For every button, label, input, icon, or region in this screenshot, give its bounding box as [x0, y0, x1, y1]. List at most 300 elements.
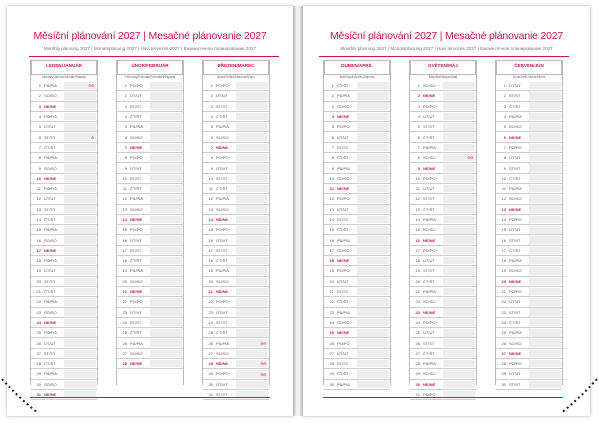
- day-row[interactable]: [31, 102, 97, 112]
- day-row[interactable]: [496, 194, 562, 204]
- note-cell[interactable]: [236, 247, 268, 255]
- day-row[interactable]: [324, 297, 390, 307]
- note-cell[interactable]: [236, 257, 268, 265]
- day-row[interactable]: [203, 132, 269, 142]
- note-cell[interactable]: [150, 216, 182, 224]
- day-row[interactable]: [410, 143, 476, 153]
- note-cell[interactable]: [64, 113, 96, 121]
- day-row[interactable]: [410, 122, 476, 132]
- day-row[interactable]: [117, 174, 183, 184]
- day-row[interactable]: [324, 359, 390, 369]
- day-row[interactable]: [203, 318, 269, 328]
- day-row[interactable]: [496, 102, 562, 112]
- note-cell[interactable]: [64, 247, 96, 255]
- day-row[interactable]: [203, 163, 269, 173]
- day-row[interactable]: [203, 390, 269, 400]
- day-row[interactable]: [203, 328, 269, 338]
- day-row[interactable]: [496, 246, 562, 256]
- note-cell[interactable]: [529, 164, 561, 172]
- note-cell[interactable]: [236, 308, 268, 316]
- day-row[interactable]: [117, 338, 183, 348]
- note-cell[interactable]: [64, 257, 96, 265]
- day-row[interactable]: [31, 194, 97, 204]
- note-cell[interactable]: [443, 133, 475, 141]
- note-cell[interactable]: [357, 175, 389, 183]
- note-cell[interactable]: [64, 144, 96, 152]
- note-cell[interactable]: [529, 216, 561, 224]
- day-row[interactable]: [324, 205, 390, 215]
- note-cell[interactable]: [236, 278, 268, 286]
- day-row[interactable]: [31, 308, 97, 318]
- note-cell[interactable]: [150, 350, 182, 358]
- note-cell[interactable]: [150, 278, 182, 286]
- note-cell[interactable]: [443, 278, 475, 286]
- day-row[interactable]: [203, 338, 269, 348]
- day-row[interactable]: [31, 246, 97, 256]
- note-cell[interactable]: [64, 185, 96, 193]
- note-cell[interactable]: [150, 329, 182, 337]
- day-row[interactable]: [203, 153, 269, 163]
- note-cell[interactable]: [150, 236, 182, 244]
- day-row[interactable]: [496, 235, 562, 245]
- note-cell[interactable]: [357, 319, 389, 327]
- day-row[interactable]: [410, 380, 476, 390]
- note-cell[interactable]: [64, 288, 96, 296]
- note-cell[interactable]: [64, 226, 96, 234]
- note-cell[interactable]: [64, 154, 96, 162]
- note-cell[interactable]: [443, 164, 475, 172]
- note-cell[interactable]: [357, 102, 389, 110]
- note-cell[interactable]: [236, 360, 268, 368]
- day-row[interactable]: [117, 91, 183, 101]
- day-row[interactable]: [324, 215, 390, 225]
- note-cell[interactable]: [357, 298, 389, 306]
- note-cell[interactable]: [236, 329, 268, 337]
- day-row[interactable]: [203, 194, 269, 204]
- note-cell[interactable]: [150, 164, 182, 172]
- day-row[interactable]: [117, 256, 183, 266]
- day-row[interactable]: [410, 266, 476, 276]
- day-row[interactable]: [203, 256, 269, 266]
- note-cell[interactable]: [443, 185, 475, 193]
- note-cell[interactable]: [529, 92, 561, 100]
- note-cell[interactable]: [236, 154, 268, 162]
- note-cell[interactable]: [357, 205, 389, 213]
- day-row[interactable]: [410, 184, 476, 194]
- day-row[interactable]: [324, 328, 390, 338]
- note-cell[interactable]: [357, 226, 389, 234]
- day-row[interactable]: [117, 277, 183, 287]
- note-cell[interactable]: [236, 175, 268, 183]
- day-row[interactable]: [203, 122, 269, 132]
- note-cell[interactable]: [150, 288, 182, 296]
- note-cell[interactable]: [529, 175, 561, 183]
- note-cell[interactable]: [357, 370, 389, 378]
- note-cell[interactable]: [64, 133, 96, 141]
- day-row[interactable]: [117, 112, 183, 122]
- note-cell[interactable]: [236, 92, 268, 100]
- note-cell[interactable]: [236, 319, 268, 327]
- note-cell[interactable]: [236, 370, 268, 378]
- note-cell[interactable]: [236, 236, 268, 244]
- note-cell[interactable]: [150, 298, 182, 306]
- day-row[interactable]: [117, 308, 183, 318]
- day-row[interactable]: [31, 359, 97, 369]
- day-row[interactable]: [31, 297, 97, 307]
- day-row[interactable]: [31, 390, 97, 400]
- note-cell[interactable]: [529, 154, 561, 162]
- note-cell[interactable]: [64, 102, 96, 110]
- note-cell[interactable]: [443, 216, 475, 224]
- day-row[interactable]: [496, 277, 562, 287]
- day-row[interactable]: [31, 132, 97, 142]
- note-cell[interactable]: [529, 329, 561, 337]
- note-cell[interactable]: [443, 350, 475, 358]
- note-cell[interactable]: [64, 339, 96, 347]
- day-row[interactable]: [117, 102, 183, 112]
- day-row[interactable]: [31, 277, 97, 287]
- day-row[interactable]: [324, 112, 390, 122]
- day-row[interactable]: [117, 143, 183, 153]
- note-cell[interactable]: [443, 257, 475, 265]
- day-row[interactable]: [203, 235, 269, 245]
- day-row[interactable]: [31, 81, 97, 91]
- day-row[interactable]: [31, 184, 97, 194]
- day-row[interactable]: [31, 369, 97, 379]
- day-row[interactable]: [31, 256, 97, 266]
- note-cell[interactable]: [236, 113, 268, 121]
- note-cell[interactable]: [443, 360, 475, 368]
- note-cell[interactable]: [443, 92, 475, 100]
- day-row[interactable]: [410, 256, 476, 266]
- day-row[interactable]: [203, 369, 269, 379]
- note-cell[interactable]: [64, 82, 96, 90]
- note-cell[interactable]: [236, 298, 268, 306]
- day-row[interactable]: [496, 143, 562, 153]
- note-cell[interactable]: [357, 185, 389, 193]
- note-cell[interactable]: [150, 154, 182, 162]
- day-row[interactable]: [31, 91, 97, 101]
- note-cell[interactable]: [357, 257, 389, 265]
- day-row[interactable]: [496, 308, 562, 318]
- note-cell[interactable]: [357, 288, 389, 296]
- note-cell[interactable]: [529, 144, 561, 152]
- day-row[interactable]: [31, 380, 97, 390]
- day-row[interactable]: [117, 225, 183, 235]
- day-row[interactable]: [410, 369, 476, 379]
- note-cell[interactable]: [150, 82, 182, 90]
- day-row[interactable]: [31, 143, 97, 153]
- day-row[interactable]: [31, 235, 97, 245]
- note-cell[interactable]: [529, 350, 561, 358]
- day-row[interactable]: [410, 297, 476, 307]
- note-cell[interactable]: [443, 175, 475, 183]
- day-row[interactable]: [117, 122, 183, 132]
- day-row[interactable]: [203, 380, 269, 390]
- day-row[interactable]: [31, 225, 97, 235]
- note-cell[interactable]: [357, 164, 389, 172]
- note-cell[interactable]: [150, 308, 182, 316]
- note-cell[interactable]: [236, 381, 268, 389]
- note-cell[interactable]: [529, 298, 561, 306]
- note-cell[interactable]: [150, 185, 182, 193]
- note-cell[interactable]: [357, 360, 389, 368]
- note-cell[interactable]: [443, 319, 475, 327]
- note-cell[interactable]: [443, 154, 475, 162]
- day-row[interactable]: [410, 81, 476, 91]
- note-cell[interactable]: [529, 133, 561, 141]
- note-cell[interactable]: [443, 339, 475, 347]
- note-cell[interactable]: [64, 216, 96, 224]
- note-cell[interactable]: [236, 288, 268, 296]
- note-cell[interactable]: [236, 350, 268, 358]
- note-cell[interactable]: [150, 102, 182, 110]
- day-row[interactable]: [324, 194, 390, 204]
- day-row[interactable]: [496, 184, 562, 194]
- day-row[interactable]: [203, 91, 269, 101]
- note-cell[interactable]: [150, 92, 182, 100]
- note-cell[interactable]: [443, 267, 475, 275]
- note-cell[interactable]: [64, 205, 96, 213]
- note-cell[interactable]: [443, 381, 475, 389]
- note-cell[interactable]: [357, 308, 389, 316]
- note-cell[interactable]: [529, 205, 561, 213]
- day-row[interactable]: [496, 256, 562, 266]
- day-row[interactable]: [410, 359, 476, 369]
- day-row[interactable]: [31, 205, 97, 215]
- day-row[interactable]: [410, 215, 476, 225]
- day-row[interactable]: [203, 225, 269, 235]
- day-row[interactable]: [31, 163, 97, 173]
- day-row[interactable]: [203, 102, 269, 112]
- day-row[interactable]: [410, 112, 476, 122]
- day-row[interactable]: [496, 132, 562, 142]
- note-cell[interactable]: [443, 144, 475, 152]
- day-row[interactable]: [496, 225, 562, 235]
- note-cell[interactable]: [150, 339, 182, 347]
- note-cell[interactable]: [236, 164, 268, 172]
- note-cell[interactable]: [443, 247, 475, 255]
- note-cell[interactable]: [64, 308, 96, 316]
- day-row[interactable]: [410, 91, 476, 101]
- day-row[interactable]: [324, 338, 390, 348]
- note-cell[interactable]: [529, 257, 561, 265]
- day-row[interactable]: [31, 215, 97, 225]
- day-row[interactable]: [410, 163, 476, 173]
- note-cell[interactable]: [64, 381, 96, 389]
- day-row[interactable]: [203, 297, 269, 307]
- note-cell[interactable]: [529, 185, 561, 193]
- note-cell[interactable]: [443, 205, 475, 213]
- note-cell[interactable]: [150, 144, 182, 152]
- day-row[interactable]: [31, 287, 97, 297]
- day-row[interactable]: [410, 235, 476, 245]
- note-cell[interactable]: [443, 329, 475, 337]
- note-cell[interactable]: [150, 205, 182, 213]
- note-cell[interactable]: [529, 247, 561, 255]
- note-cell[interactable]: [236, 226, 268, 234]
- note-cell[interactable]: [529, 370, 561, 378]
- note-cell[interactable]: [64, 92, 96, 100]
- day-row[interactable]: [203, 287, 269, 297]
- note-cell[interactable]: [443, 123, 475, 131]
- day-row[interactable]: [324, 102, 390, 112]
- day-row[interactable]: [324, 153, 390, 163]
- day-row[interactable]: [410, 308, 476, 318]
- day-row[interactable]: [496, 338, 562, 348]
- note-cell[interactable]: [64, 298, 96, 306]
- note-cell[interactable]: [443, 102, 475, 110]
- note-cell[interactable]: [236, 267, 268, 275]
- day-row[interactable]: [324, 235, 390, 245]
- day-row[interactable]: [203, 143, 269, 153]
- note-cell[interactable]: [64, 319, 96, 327]
- note-cell[interactable]: [443, 113, 475, 121]
- day-row[interactable]: [496, 318, 562, 328]
- day-row[interactable]: [31, 328, 97, 338]
- day-row[interactable]: [324, 349, 390, 359]
- day-row[interactable]: [410, 153, 476, 163]
- day-row[interactable]: [324, 81, 390, 91]
- note-cell[interactable]: [529, 288, 561, 296]
- day-row[interactable]: [117, 194, 183, 204]
- note-cell[interactable]: [357, 236, 389, 244]
- day-row[interactable]: [496, 174, 562, 184]
- note-cell[interactable]: [150, 319, 182, 327]
- day-row[interactable]: [496, 153, 562, 163]
- note-cell[interactable]: [236, 205, 268, 213]
- note-cell[interactable]: [64, 267, 96, 275]
- day-row[interactable]: [117, 287, 183, 297]
- note-cell[interactable]: [236, 339, 268, 347]
- note-cell[interactable]: [357, 329, 389, 337]
- note-cell[interactable]: [357, 247, 389, 255]
- note-cell[interactable]: [150, 257, 182, 265]
- note-cell[interactable]: [357, 92, 389, 100]
- day-row[interactable]: [31, 122, 97, 132]
- day-row[interactable]: [496, 287, 562, 297]
- day-row[interactable]: [496, 349, 562, 359]
- note-cell[interactable]: [529, 381, 561, 389]
- note-cell[interactable]: [150, 226, 182, 234]
- note-cell[interactable]: [64, 164, 96, 172]
- note-cell[interactable]: [236, 195, 268, 203]
- note-cell[interactable]: [357, 381, 389, 389]
- note-cell[interactable]: [236, 216, 268, 224]
- note-cell[interactable]: [443, 226, 475, 234]
- day-row[interactable]: [324, 225, 390, 235]
- day-row[interactable]: [496, 112, 562, 122]
- note-cell[interactable]: [529, 360, 561, 368]
- day-row[interactable]: [410, 246, 476, 256]
- day-row[interactable]: [410, 390, 476, 400]
- note-cell[interactable]: [150, 267, 182, 275]
- day-row[interactable]: [117, 184, 183, 194]
- day-row[interactable]: [324, 380, 390, 390]
- note-cell[interactable]: [236, 102, 268, 110]
- note-cell[interactable]: [357, 339, 389, 347]
- note-cell[interactable]: [443, 308, 475, 316]
- note-cell[interactable]: [236, 185, 268, 193]
- note-cell[interactable]: [443, 236, 475, 244]
- day-row[interactable]: [203, 349, 269, 359]
- day-row[interactable]: [117, 328, 183, 338]
- note-cell[interactable]: [64, 329, 96, 337]
- day-row[interactable]: [324, 91, 390, 101]
- note-cell[interactable]: [150, 133, 182, 141]
- day-row[interactable]: [324, 122, 390, 132]
- note-cell[interactable]: [64, 350, 96, 358]
- day-row[interactable]: [496, 266, 562, 276]
- day-row[interactable]: [203, 277, 269, 287]
- note-cell[interactable]: [64, 236, 96, 244]
- day-row[interactable]: [324, 369, 390, 379]
- day-row[interactable]: [324, 318, 390, 328]
- note-cell[interactable]: [529, 102, 561, 110]
- note-cell[interactable]: [529, 236, 561, 244]
- note-cell[interactable]: [236, 82, 268, 90]
- day-row[interactable]: [117, 163, 183, 173]
- note-cell[interactable]: [529, 113, 561, 121]
- note-cell[interactable]: [529, 82, 561, 90]
- day-row[interactable]: [203, 266, 269, 276]
- day-row[interactable]: [117, 246, 183, 256]
- day-row[interactable]: [31, 266, 97, 276]
- note-cell[interactable]: [150, 247, 182, 255]
- day-row[interactable]: [31, 349, 97, 359]
- note-cell[interactable]: [357, 133, 389, 141]
- note-cell[interactable]: [64, 195, 96, 203]
- day-row[interactable]: [31, 174, 97, 184]
- note-cell[interactable]: [64, 360, 96, 368]
- day-row[interactable]: [324, 132, 390, 142]
- note-cell[interactable]: [529, 308, 561, 316]
- day-row[interactable]: [117, 132, 183, 142]
- day-row[interactable]: [203, 308, 269, 318]
- note-cell[interactable]: [357, 113, 389, 121]
- day-row[interactable]: [203, 205, 269, 215]
- day-row[interactable]: [203, 215, 269, 225]
- day-row[interactable]: [496, 205, 562, 215]
- note-cell[interactable]: [443, 195, 475, 203]
- note-cell[interactable]: [150, 360, 182, 368]
- note-cell[interactable]: [357, 195, 389, 203]
- day-row[interactable]: [117, 318, 183, 328]
- day-row[interactable]: [324, 143, 390, 153]
- day-row[interactable]: [117, 349, 183, 359]
- day-row[interactable]: [324, 266, 390, 276]
- note-cell[interactable]: [64, 370, 96, 378]
- note-cell[interactable]: [529, 123, 561, 131]
- day-row[interactable]: [496, 297, 562, 307]
- day-row[interactable]: [203, 359, 269, 369]
- day-row[interactable]: [31, 153, 97, 163]
- day-row[interactable]: [410, 338, 476, 348]
- day-row[interactable]: [410, 277, 476, 287]
- day-row[interactable]: [496, 91, 562, 101]
- day-row[interactable]: [324, 287, 390, 297]
- note-cell[interactable]: [357, 216, 389, 224]
- day-row[interactable]: [324, 184, 390, 194]
- day-row[interactable]: [496, 81, 562, 91]
- note-cell[interactable]: [357, 144, 389, 152]
- day-row[interactable]: [324, 308, 390, 318]
- note-cell[interactable]: [64, 175, 96, 183]
- note-cell[interactable]: [150, 113, 182, 121]
- day-row[interactable]: [324, 256, 390, 266]
- note-cell[interactable]: [357, 154, 389, 162]
- note-cell[interactable]: [64, 278, 96, 286]
